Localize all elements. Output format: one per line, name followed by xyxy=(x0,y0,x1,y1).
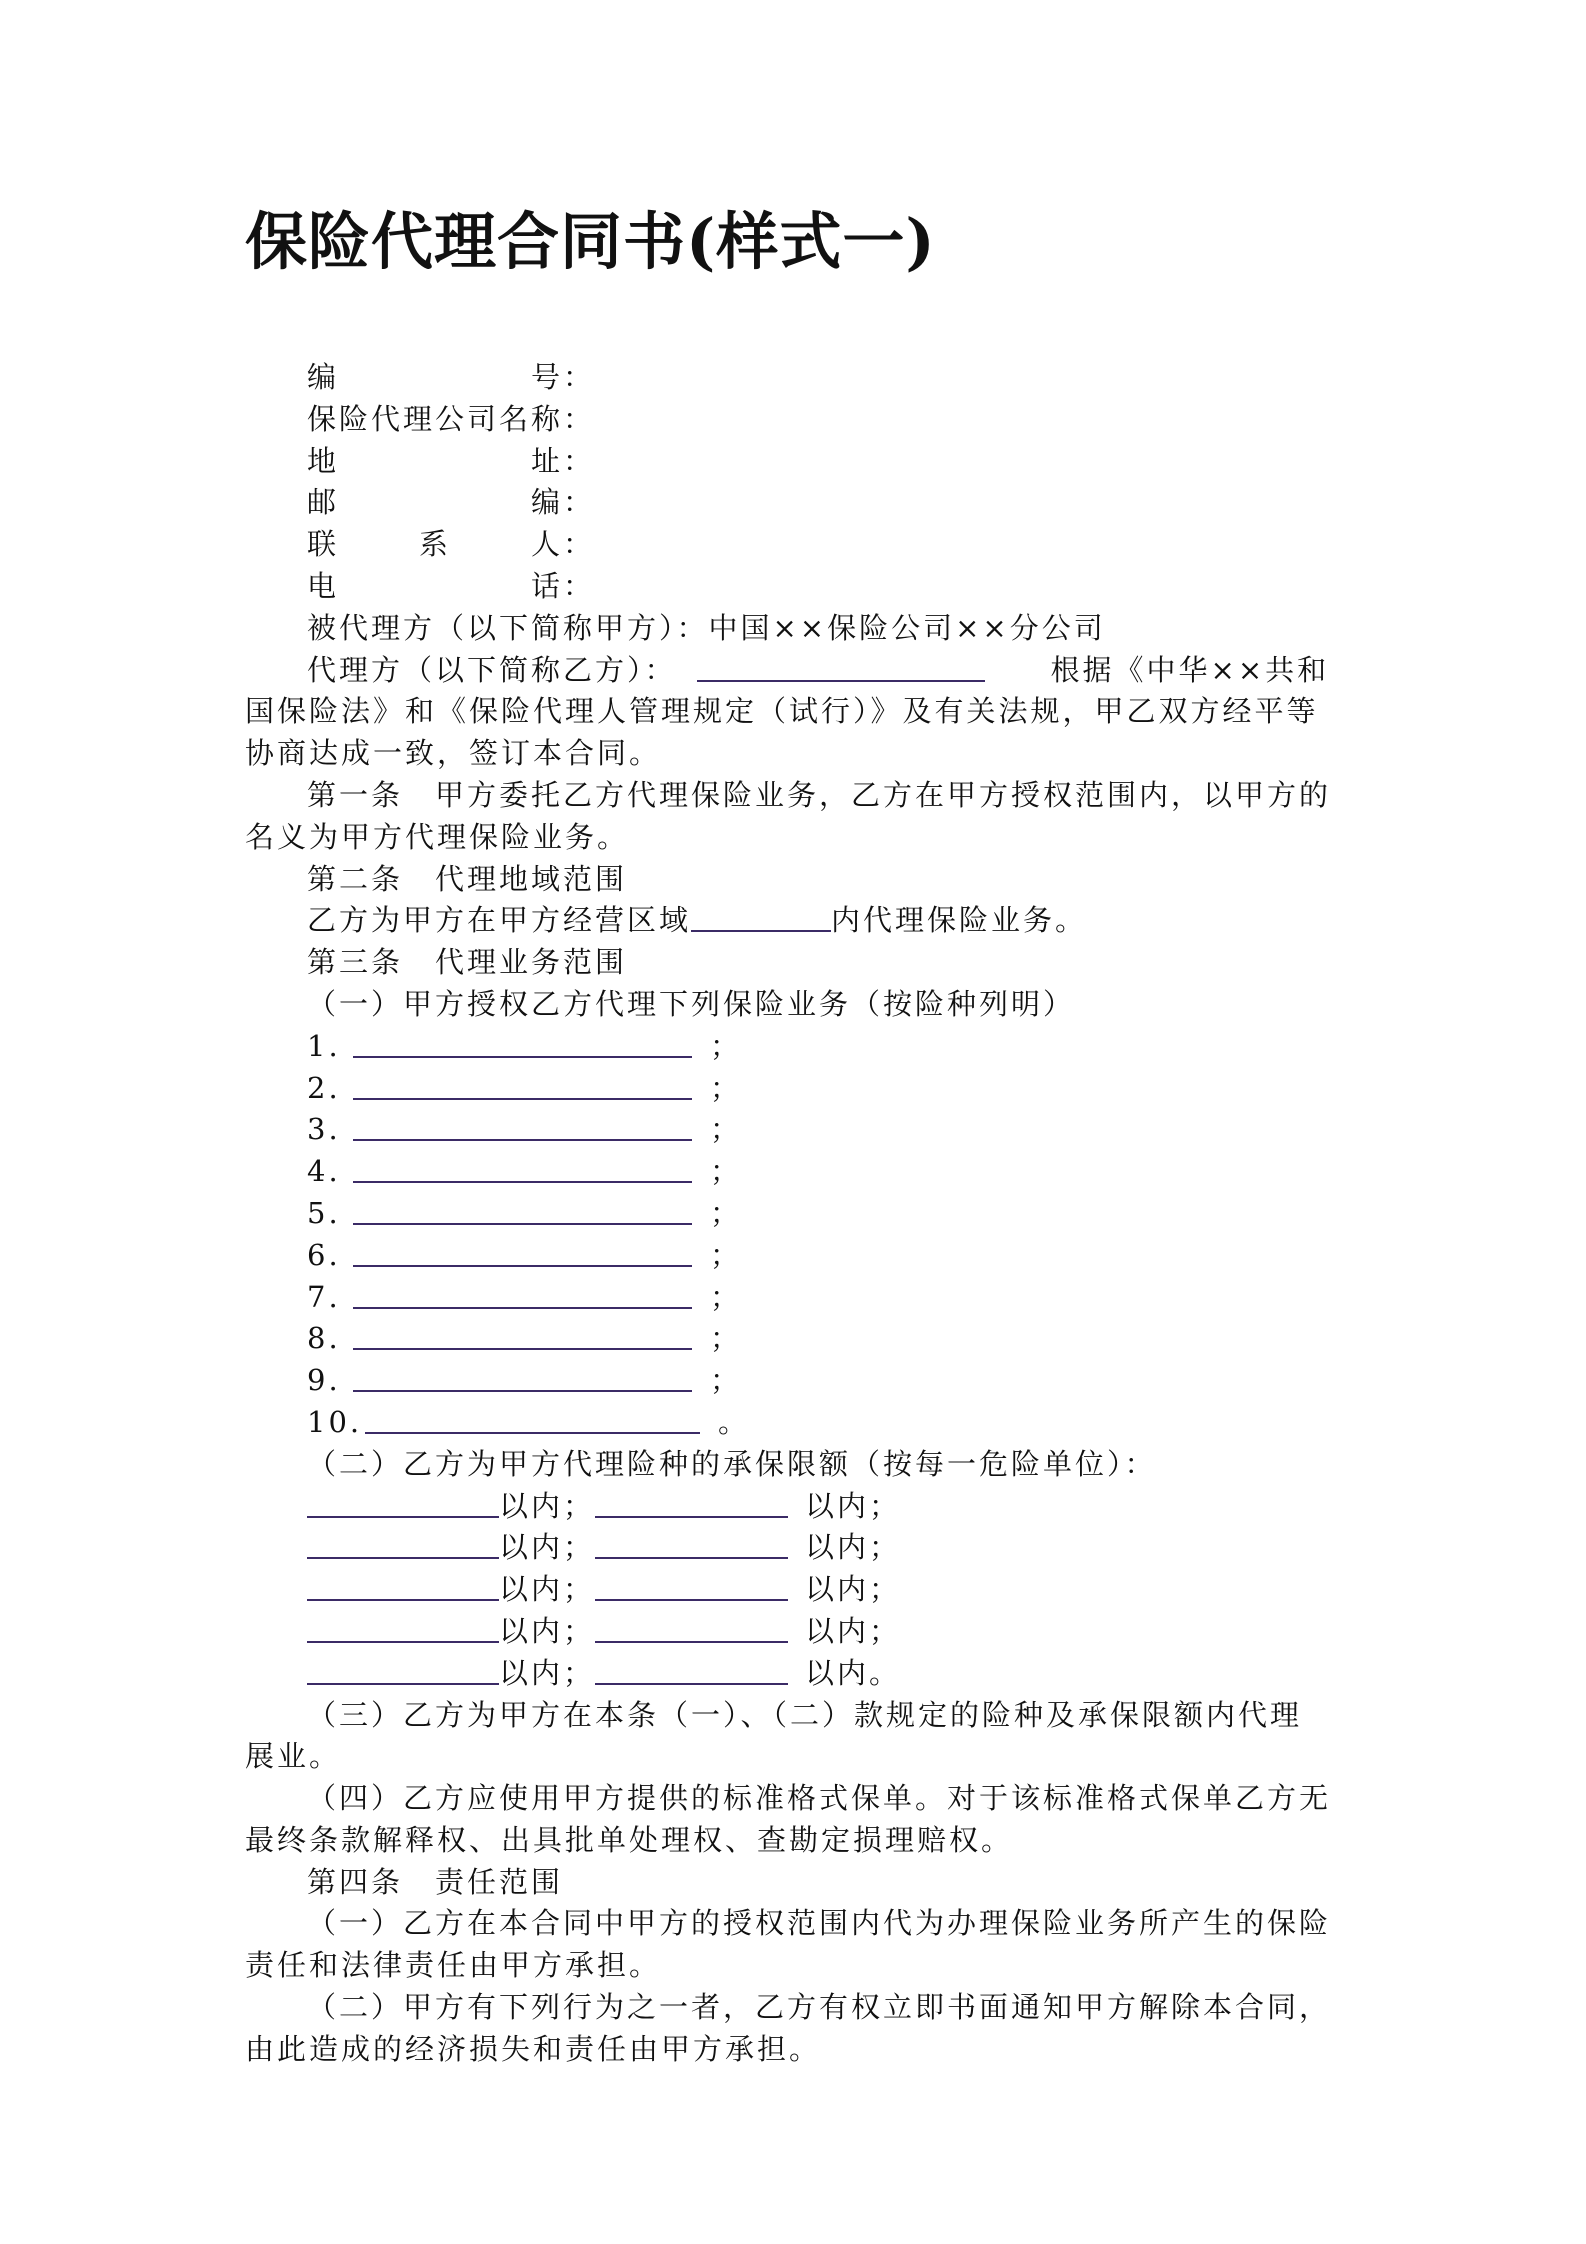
limit-suffix: 以内； xyxy=(805,1530,902,1565)
limit-suffix: 以内； xyxy=(805,1488,902,1523)
item-blank[interactable] xyxy=(365,1402,700,1434)
limit-suffix: 以内。 xyxy=(805,1655,902,1690)
insurance-item xyxy=(245,1109,1357,1151)
colon: ： xyxy=(563,443,596,478)
item-end: ； xyxy=(710,1321,743,1356)
agent-label: 代理方（以下简称乙方）： xyxy=(307,652,677,687)
item-number: 8. xyxy=(307,1321,341,1356)
limit-blank[interactable] xyxy=(307,1486,499,1518)
agent-name-blank[interactable] xyxy=(697,650,985,682)
article-3-title: 第三条 代理业务范围 xyxy=(307,945,628,980)
field-phone xyxy=(245,566,1357,608)
limit-blank[interactable] xyxy=(595,1611,788,1643)
item-blank[interactable] xyxy=(353,1026,692,1058)
field-company-name xyxy=(245,399,1357,441)
article-4-clause-1-line-1: （一）乙方在本合同中甲方的授权范围内代为办理保险业务所产生的保险 xyxy=(307,1906,1332,1941)
limit-row xyxy=(245,1653,1357,1695)
item-number: 2. xyxy=(307,1070,341,1105)
limit-blank[interactable] xyxy=(307,1569,499,1601)
limit-suffix: 以内； xyxy=(805,1572,902,1607)
intro-line-2: 国保险法》和《保险代理人管理规定（试行）》及有关法规，甲乙双方经平等 xyxy=(245,694,1319,729)
contract-body xyxy=(245,357,1357,2071)
article-3-clause-3-line-2: 展业。 xyxy=(245,1739,342,1774)
article-4-clause-1-line-2: 责任和法律责任由甲方承担。 xyxy=(245,1948,662,1983)
item-number: 4. xyxy=(307,1154,341,1189)
insurance-item xyxy=(245,1318,1357,1360)
item-number: 3. xyxy=(307,1112,341,1147)
limit-suffix: 以内； xyxy=(499,1613,596,1648)
item-blank[interactable] xyxy=(353,1109,692,1141)
insurance-item xyxy=(245,1026,1357,1068)
article-4-clause-2-line-2: 由此造成的经济损失和责任由甲方承担。 xyxy=(245,2031,822,2066)
field-label: 联系人 xyxy=(307,527,563,562)
item-end: ； xyxy=(710,1279,743,1314)
field-address xyxy=(245,441,1357,483)
limit-row xyxy=(245,1486,1357,1528)
limit-suffix: 以内； xyxy=(805,1613,902,1648)
item-end: ； xyxy=(710,1070,743,1105)
colon: ： xyxy=(563,485,596,520)
field-label: 邮编 xyxy=(307,485,563,520)
article-3-clause-2: （二）乙方为甲方代理险种的承保限额（按每一危险单位）： xyxy=(307,1446,1157,1481)
text: 乙方为甲方在甲方经营区域 xyxy=(307,903,692,938)
item-number: 1. xyxy=(307,1028,341,1063)
limit-blank[interactable] xyxy=(307,1527,499,1559)
insurance-item xyxy=(245,1151,1357,1193)
insurance-item xyxy=(245,1235,1357,1277)
item-blank[interactable] xyxy=(353,1277,692,1309)
item-blank[interactable] xyxy=(353,1151,692,1183)
limit-row xyxy=(245,1611,1357,1653)
limit-blank[interactable] xyxy=(595,1527,788,1559)
field-postcode xyxy=(245,482,1357,524)
article-2-title: 第二条 代理地域范围 xyxy=(307,861,628,896)
limit-row xyxy=(245,1527,1357,1569)
field-contact xyxy=(245,524,1357,566)
field-label: 电话 xyxy=(307,568,563,603)
item-blank[interactable] xyxy=(353,1193,692,1225)
item-end: ； xyxy=(710,1154,743,1189)
article-4-title: 第四条 责任范围 xyxy=(307,1864,564,1899)
field-label: 地址 xyxy=(307,443,563,478)
article-3-clause-4-line-1: （四）乙方应使用甲方提供的标准格式保单。对于该标准格式保单乙方无 xyxy=(307,1781,1332,1816)
principal-line: 被代理方（以下简称甲方）：中国××保险公司××分公司 xyxy=(307,610,1106,645)
limit-blank[interactable] xyxy=(595,1653,788,1685)
insurance-item xyxy=(245,1068,1357,1110)
item-end: ； xyxy=(710,1112,743,1147)
item-blank[interactable] xyxy=(353,1235,692,1267)
limit-row xyxy=(245,1569,1357,1611)
region-blank[interactable] xyxy=(691,900,831,932)
item-number: 10. xyxy=(307,1404,363,1439)
limit-blank[interactable] xyxy=(307,1611,499,1643)
article-4-clause-2-line-1: （二）甲方有下列行为之一者，乙方有权立即书面通知甲方解除本合同， xyxy=(307,1990,1332,2025)
item-end: ； xyxy=(710,1028,743,1063)
field-label: 保险代理公司名称 xyxy=(307,401,564,436)
limit-suffix: 以内； xyxy=(499,1655,596,1690)
item-blank[interactable] xyxy=(353,1360,692,1392)
item-number: 9. xyxy=(307,1363,341,1398)
intro-line-3: 协商达成一致，签订本合同。 xyxy=(245,736,662,771)
insurance-item xyxy=(245,1193,1357,1235)
item-number: 7. xyxy=(307,1279,341,1314)
field-number xyxy=(245,357,1357,399)
limit-suffix: 以内； xyxy=(499,1572,596,1607)
limit-suffix: 以内； xyxy=(499,1488,596,1523)
colon: ： xyxy=(563,401,596,436)
colon: ： xyxy=(563,360,596,394)
article-3-clause-3-line-1: （三）乙方为甲方在本条（一）、（二）款规定的险种及承保限额内代理 xyxy=(307,1697,1303,1732)
article-2-body xyxy=(245,900,1357,942)
field-label: 编号 xyxy=(307,360,563,394)
insurance-item xyxy=(245,1402,1357,1444)
item-end: 。 xyxy=(718,1404,751,1439)
item-end: ； xyxy=(710,1195,743,1230)
item-blank[interactable] xyxy=(353,1318,692,1350)
colon: ： xyxy=(563,527,596,562)
item-end: ； xyxy=(710,1237,743,1272)
article-1-line-2: 名义为甲方代理保险业务。 xyxy=(245,819,630,854)
limit-blank[interactable] xyxy=(595,1569,788,1601)
limit-suffix: 以内； xyxy=(499,1530,596,1565)
item-number: 6. xyxy=(307,1237,341,1272)
insurance-item xyxy=(245,1277,1357,1319)
document-title: 保险代理合同书(样式一) xyxy=(245,205,936,278)
item-blank[interactable] xyxy=(353,1068,692,1100)
insurance-item xyxy=(245,1360,1357,1402)
limit-blank[interactable] xyxy=(307,1653,499,1685)
article-3-clause-1: （一）甲方授权乙方代理下列保险业务（按险种列明） xyxy=(307,986,1076,1021)
item-end: ； xyxy=(710,1363,743,1398)
text: 内代理保险业务。 xyxy=(831,903,1088,938)
agent-line xyxy=(245,650,1357,692)
limit-blank[interactable] xyxy=(595,1486,788,1518)
colon: ： xyxy=(563,568,596,603)
agent-after-text: 根据《中华××共和 xyxy=(1050,652,1330,687)
article-1-line-1: 第一条 甲方委托乙方代理保险业务，乙方在甲方授权范围内，以甲方的 xyxy=(307,777,1332,812)
article-3-clause-4-line-2: 最终条款解释权、出具批单处理权、查勘定损理赔权。 xyxy=(245,1822,1014,1857)
item-number: 5. xyxy=(307,1195,341,1230)
